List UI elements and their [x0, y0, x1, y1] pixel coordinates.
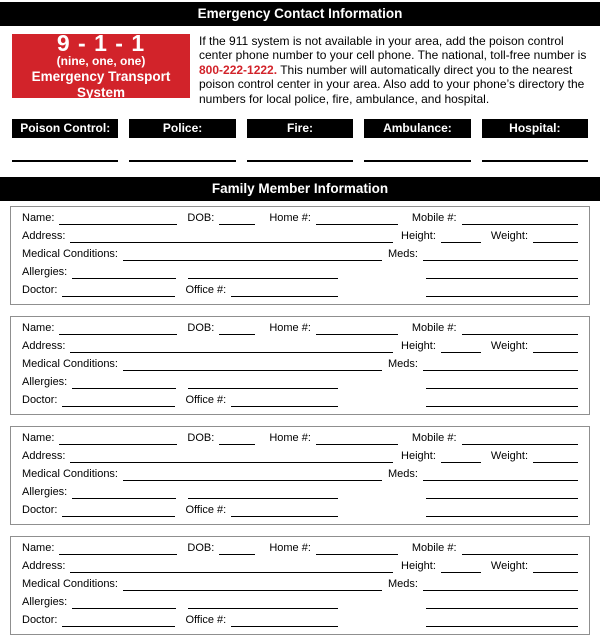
height-label: Height: [401, 230, 436, 243]
member-row-5 [22, 612, 578, 630]
dob-field[interactable] [219, 540, 255, 555]
emergency-system-name: Emergency Transport System [31, 69, 171, 101]
hospital-field[interactable] [482, 138, 588, 162]
weight-label: Weight: [490, 450, 528, 463]
family-section-title: Family Member Information [0, 177, 600, 201]
emergency-contacts-row [12, 119, 588, 162]
address-label: Address: [22, 230, 66, 243]
meds-field[interactable] [423, 246, 578, 261]
medical-conditions-field[interactable] [123, 356, 382, 371]
home-phone-field[interactable] [316, 540, 398, 555]
name-label: Name: [22, 542, 55, 555]
home-phone-label: Home #: [269, 432, 311, 445]
height-label: Height: [401, 450, 436, 463]
office-phone-label: Office #: [185, 614, 227, 627]
doctor-field[interactable] [62, 502, 175, 517]
address-label: Address: [22, 560, 66, 573]
weight-label: Weight: [490, 230, 528, 243]
medical-conditions-field[interactable] [123, 466, 382, 481]
doctor-field[interactable] [62, 612, 175, 627]
mobile-phone-label: Mobile #: [411, 432, 457, 445]
meds-field[interactable] [423, 466, 578, 481]
dob-label: DOB: [187, 432, 215, 445]
meds-field[interactable] [423, 356, 578, 371]
doctor-label: Doctor: [22, 284, 58, 297]
allergies-field[interactable] [72, 484, 176, 499]
doctor-field[interactable] [62, 282, 175, 297]
home-phone-label: Home #: [269, 322, 311, 335]
member-row-2 [22, 228, 578, 246]
address-field[interactable] [70, 558, 393, 573]
address-label: Address: [22, 450, 66, 463]
contact-col-ambulance [364, 119, 470, 162]
height-label: Height: [401, 340, 436, 353]
name-label: Name: [22, 432, 55, 445]
family-member-card [10, 316, 590, 415]
member-row-1 [22, 320, 578, 338]
member-row-5 [22, 502, 578, 520]
office-phone-label: Office #: [185, 504, 227, 517]
instructions-before-phone: If the 911 system is not available in your area, add the poison control center phone number to your cell phone. The national, toll-free number is [199, 34, 587, 63]
address-field[interactable] [70, 448, 393, 463]
meds-label: Meds: [388, 358, 418, 371]
contact-col-police [129, 119, 235, 162]
doctor-label: Doctor: [22, 394, 58, 407]
weight-field[interactable] [533, 228, 578, 243]
meds-continuation-field-1[interactable] [426, 264, 578, 279]
height-field[interactable] [441, 448, 481, 463]
member-row-3 [22, 246, 578, 264]
allergies-continuation-field[interactable] [188, 374, 338, 389]
meds-continuation-field-1[interactable] [426, 484, 578, 499]
mobile-phone-label: Mobile #: [411, 322, 457, 335]
weight-label: Weight: [490, 340, 528, 353]
medical-conditions-field[interactable] [123, 576, 382, 591]
member-row-2 [22, 448, 578, 466]
home-phone-field[interactable] [316, 210, 398, 225]
home-phone-label: Home #: [269, 212, 311, 225]
ambulance-label: Ambulance: [364, 119, 470, 138]
member-row-4 [22, 264, 578, 282]
family-members [10, 206, 590, 635]
allergies-continuation-field[interactable] [188, 594, 338, 609]
family-member-card [10, 206, 590, 305]
fire-label: Fire: [247, 119, 353, 138]
contact-col-hospital [482, 119, 588, 162]
poison-control-label: Poison Control: [12, 119, 118, 138]
home-phone-label: Home #: [269, 542, 311, 555]
member-row-1 [22, 540, 578, 558]
page [0, 2, 600, 625]
medical-conditions-label: Medical Conditions: [22, 578, 118, 591]
doctor-label: Doctor: [22, 504, 58, 517]
name-label: Name: [22, 322, 55, 335]
instructions-after-phone: This number will automatically direct you to the nearest poison control center in your area. Also add to your phone’s directory the numbers for local police, fire, ambulance, and hospital. [199, 62, 585, 106]
member-row-5 [22, 392, 578, 410]
name-label: Name: [22, 212, 55, 225]
meds-field[interactable] [423, 576, 578, 591]
name-field[interactable] [59, 430, 177, 445]
instructions-paragraph [199, 34, 588, 106]
medical-conditions-label: Medical Conditions: [22, 248, 118, 261]
allergies-field[interactable] [72, 374, 176, 389]
home-phone-field[interactable] [316, 320, 398, 335]
allergies-label: Allergies: [22, 376, 68, 389]
meds-label: Meds: [388, 578, 418, 591]
meds-label: Meds: [388, 468, 418, 481]
name-field[interactable] [59, 320, 177, 335]
address-field[interactable] [70, 338, 393, 353]
allergies-label: Allergies: [22, 486, 68, 499]
height-field[interactable] [441, 228, 481, 243]
contact-col-poison-control [12, 119, 118, 162]
home-phone-field[interactable] [316, 430, 398, 445]
meds-continuation-field-1[interactable] [426, 594, 578, 609]
address-label: Address: [22, 340, 66, 353]
meds-continuation-field-2[interactable] [426, 392, 578, 407]
office-phone-field[interactable] [231, 612, 338, 627]
police-field[interactable] [129, 138, 235, 162]
emergency-911-box [12, 29, 190, 101]
emergency-pronunciation: (nine, one, one) [56, 54, 146, 69]
office-phone-label: Office #: [185, 284, 227, 297]
family-member-card [10, 426, 590, 525]
mobile-phone-field[interactable] [462, 540, 578, 555]
medical-conditions-label: Medical Conditions: [22, 468, 118, 481]
member-row-4 [22, 594, 578, 612]
mobile-phone-field[interactable] [462, 210, 578, 225]
height-field[interactable] [441, 558, 481, 573]
mobile-phone-field[interactable] [462, 430, 578, 445]
fire-field[interactable] [247, 138, 353, 162]
doctor-field[interactable] [62, 392, 175, 407]
meds-continuation-field-2[interactable] [426, 502, 578, 517]
hospital-label: Hospital: [482, 119, 588, 138]
allergies-continuation-field[interactable] [188, 484, 338, 499]
office-phone-field[interactable] [231, 282, 338, 297]
member-row-4 [22, 484, 578, 502]
poison-control-phone-number: 800-222-1222. [199, 62, 278, 77]
member-row-3 [22, 356, 578, 374]
weight-label: Weight: [490, 560, 528, 573]
office-phone-field[interactable] [231, 392, 338, 407]
mobile-phone-label: Mobile #: [411, 542, 457, 555]
address-field[interactable] [70, 228, 393, 243]
mobile-phone-field[interactable] [462, 320, 578, 335]
dob-label: DOB: [187, 322, 215, 335]
meds-continuation-field-2[interactable] [426, 282, 578, 297]
dob-field[interactable] [219, 430, 255, 445]
allergies-field[interactable] [72, 594, 176, 609]
meds-continuation-field-2[interactable] [426, 612, 578, 627]
dob-field[interactable] [219, 210, 255, 225]
name-field[interactable] [59, 540, 177, 555]
height-field[interactable] [441, 338, 481, 353]
doctor-label: Doctor: [22, 614, 58, 627]
member-row-2 [22, 558, 578, 576]
allergies-field[interactable] [72, 264, 176, 279]
page-title: Emergency Contact Information [0, 2, 600, 26]
member-row-1 [22, 210, 578, 228]
allergies-label: Allergies: [22, 596, 68, 609]
mobile-phone-label: Mobile #: [411, 212, 457, 225]
intro-section [12, 29, 588, 106]
poison-control-field[interactable] [12, 138, 118, 162]
medical-conditions-label: Medical Conditions: [22, 358, 118, 371]
weight-field[interactable] [533, 558, 578, 573]
member-row-1 [22, 430, 578, 448]
emergency-code: 9 - 1 - 1 [56, 29, 146, 56]
meds-continuation-field-1[interactable] [426, 374, 578, 389]
member-row-2 [22, 338, 578, 356]
member-row-4 [22, 374, 578, 392]
contact-col-fire [247, 119, 353, 162]
allergies-continuation-field[interactable] [188, 264, 338, 279]
medical-conditions-field[interactable] [123, 246, 382, 261]
dob-label: DOB: [187, 542, 215, 555]
office-phone-label: Office #: [185, 394, 227, 407]
weight-field[interactable] [533, 448, 578, 463]
member-row-5 [22, 282, 578, 300]
allergies-label: Allergies: [22, 266, 68, 279]
weight-field[interactable] [533, 338, 578, 353]
height-label: Height: [401, 560, 436, 573]
name-field[interactable] [59, 210, 177, 225]
member-row-3 [22, 466, 578, 484]
dob-label: DOB: [187, 212, 215, 225]
police-label: Police: [129, 119, 235, 138]
family-member-card [10, 536, 590, 635]
member-row-3 [22, 576, 578, 594]
office-phone-field[interactable] [231, 502, 338, 517]
dob-field[interactable] [219, 320, 255, 335]
meds-label: Meds: [388, 248, 418, 261]
ambulance-field[interactable] [364, 138, 470, 162]
